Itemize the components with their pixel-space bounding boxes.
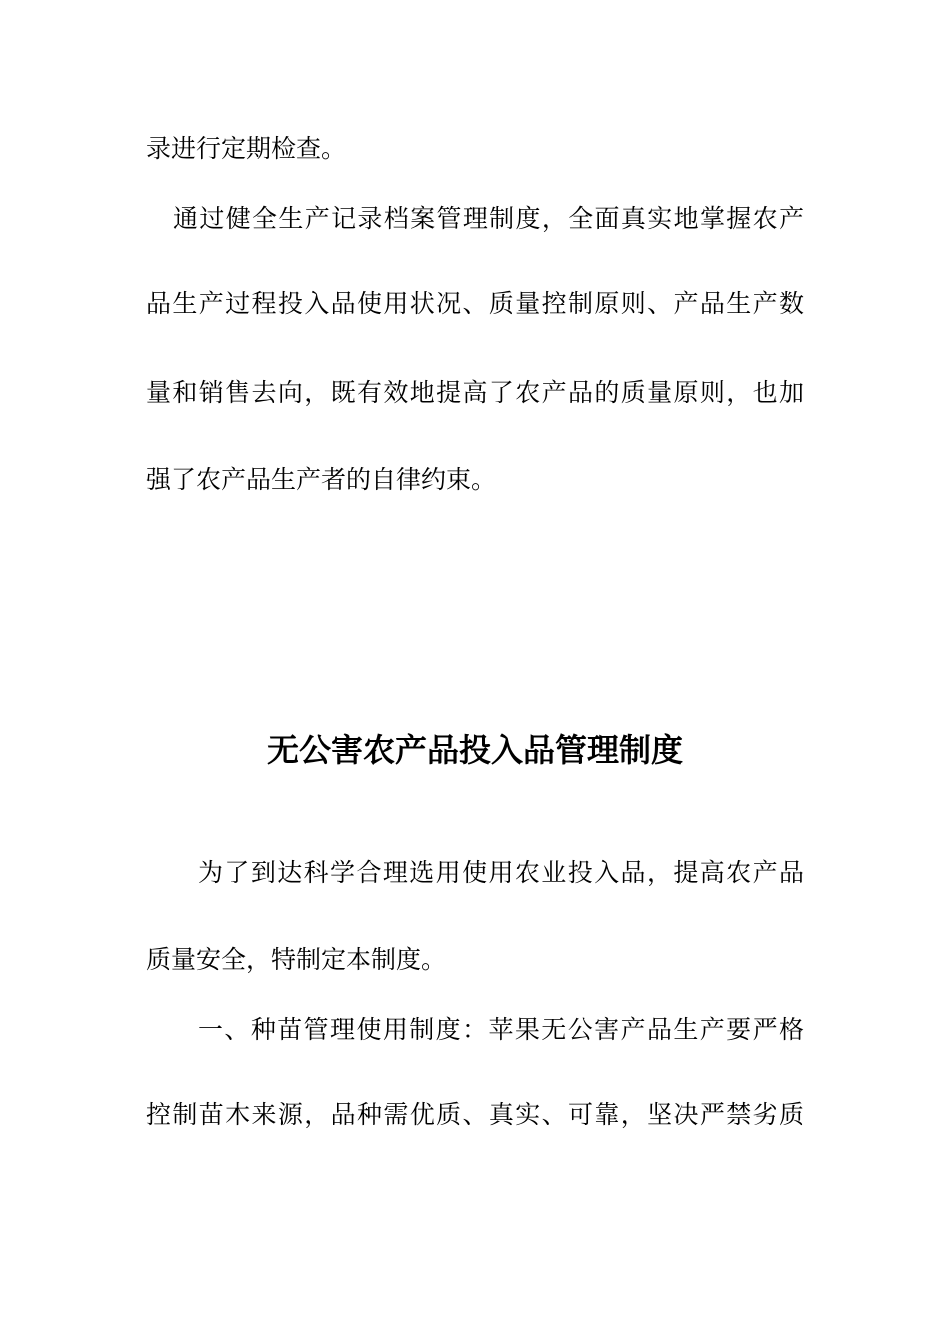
paragraph-line: 一、种苗管理使用制度：苹果无公害产品生产要严格 [198,1015,804,1044]
paragraph-line: 品生产过程投入品使用状况、质量控制原则、产品生产数 [146,289,804,318]
paragraph-line: 录进行定期检查。 [146,134,347,163]
paragraph-line: 质量安全，特制定本制度。 [146,945,447,974]
paragraph-line: 为了到达科学合理选用使用农业投入品，提高农产品 [198,858,804,887]
paragraph-line: 强了农产品生产者的自律约束。 [146,465,497,494]
paragraph-line: 量和销售去向，既有效地提高了农产品的质量原则，也加 [146,378,804,407]
paragraph-line: 通过健全生产记录档案管理制度，全面真实地掌握农产 [173,204,804,233]
paragraph-line: 控制苗木来源，品种需优质、真实、可靠，坚决严禁劣质 [146,1100,804,1129]
section-title: 无公害农产品投入品管理制度 [266,731,683,769]
